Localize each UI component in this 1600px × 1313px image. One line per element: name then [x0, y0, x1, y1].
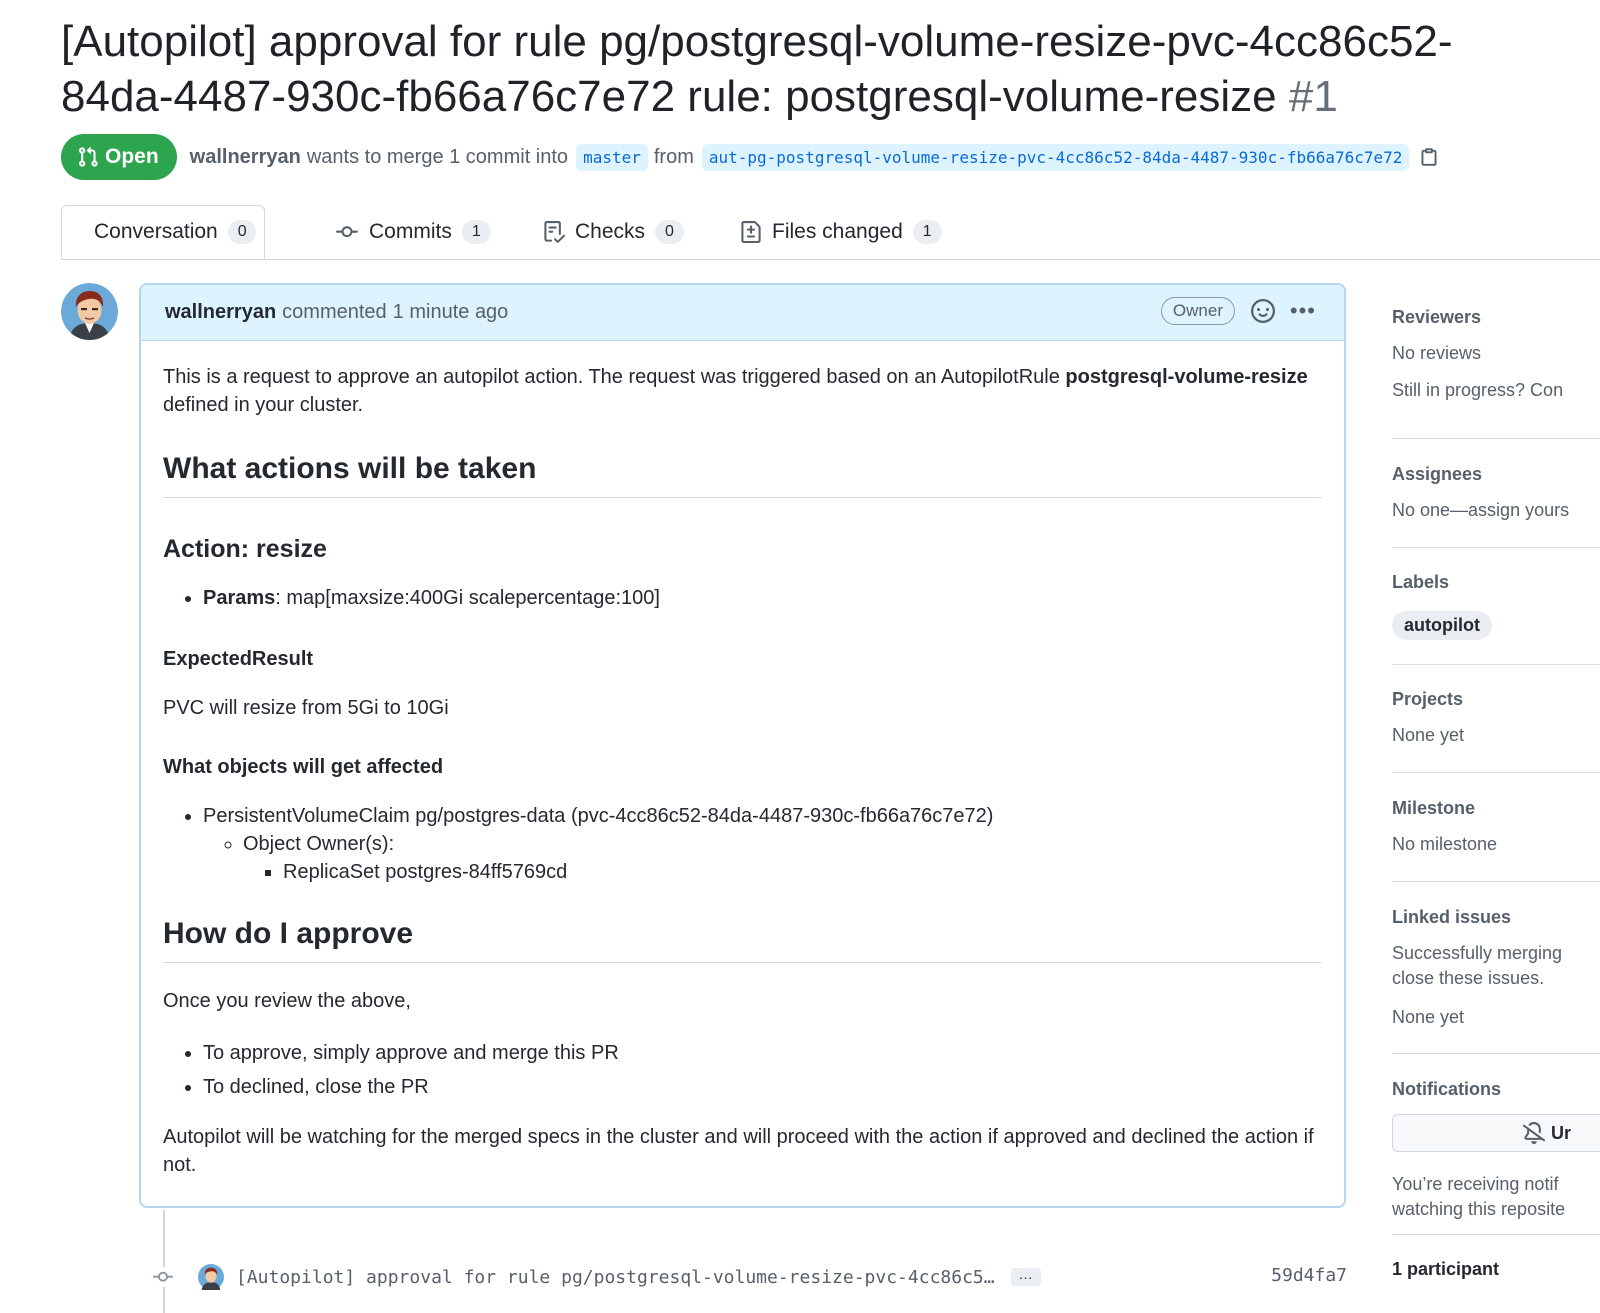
checklist-icon — [543, 220, 565, 244]
commit-message-link[interactable]: [Autopilot] approval for rule pg/postgresql-volume-resize-pvc-4cc86c5… — [236, 1266, 995, 1288]
unsubscribe-label: Ur — [1551, 1122, 1572, 1143]
tab-checks-label: Checks — [575, 220, 646, 243]
list-item — [203, 584, 1322, 612]
assignees-value[interactable]: No one—assign yours — [1392, 500, 1570, 520]
tab-conversation[interactable] — [61, 205, 265, 259]
linked-issues-section — [1392, 882, 1600, 1054]
pr-author-link[interactable]: wallnerryan — [189, 145, 301, 168]
owner-list — [203, 830, 1322, 886]
reviewers-hint[interactable]: Still in progress? Con — [1392, 380, 1564, 400]
params-label: Params — [203, 587, 276, 609]
tab-conversation-label: Conversation — [94, 220, 218, 243]
linked-issues-line1: Successfully merging — [1392, 943, 1563, 963]
git-commit-icon — [335, 221, 359, 243]
more-options-button[interactable]: ••• — [1289, 298, 1316, 323]
milestone-section — [1392, 773, 1600, 882]
tab-conversation-count: 0 — [228, 220, 256, 244]
from-text: from — [653, 145, 694, 168]
reviewers-value: No reviews — [1392, 343, 1482, 363]
owner-sublist — [243, 858, 1322, 886]
heading-expected-result: ExpectedResult — [163, 648, 314, 670]
assignees-heading[interactable]: Assignees — [1392, 464, 1483, 484]
list-item: • To declined, close the PR — [203, 1073, 1322, 1101]
intro-text-end: defined in your cluster. — [163, 394, 364, 416]
milestone-value: No milestone — [1392, 834, 1498, 854]
unsubscribe-button[interactable] — [1392, 1114, 1600, 1152]
bell-slash-icon — [1523, 1122, 1545, 1144]
labels-section — [1392, 548, 1600, 665]
approve-intro: Once you review the above, — [163, 990, 411, 1012]
comment-header — [141, 285, 1344, 341]
projects-heading[interactable]: Projects — [1392, 689, 1464, 709]
rule-name: postgresql-volume-resize — [1065, 366, 1308, 388]
notifications-line2: watching this reposite — [1392, 1199, 1566, 1219]
copy-icon[interactable] — [1419, 146, 1439, 168]
git-pull-request-icon — [77, 146, 99, 168]
owner-badge: Owner — [1161, 297, 1235, 325]
tab-files-changed[interactable] — [718, 205, 964, 259]
notifications-section — [1392, 1054, 1600, 1235]
intro-text: This is a request to approve an autopilot action. The request was triggered based on an AutopilotRule — [163, 366, 1066, 388]
state-label: Open — [105, 145, 159, 168]
file-diff-icon — [740, 220, 762, 244]
object-pvc: PersistentVolumeClaim pg/postgres-data (pvc-4cc86c52-84da-4487-930c-fb66a76c7e72) — [203, 805, 994, 827]
closing-paragraph: Autopilot will be watching for the merged specs in the cluster and will proceed with the action if approved and declined the action if not. — [163, 1126, 1314, 1176]
tab-checks[interactable] — [521, 205, 706, 259]
participants-heading: 1 participant — [1392, 1259, 1500, 1279]
linked-issues-line2: close these issues. — [1392, 968, 1545, 988]
reviewers-heading[interactable]: Reviewers — [1392, 307, 1482, 327]
pr-tabs — [61, 205, 1600, 260]
expand-commit-button[interactable]: ··· — [1011, 1268, 1041, 1286]
list-item — [203, 802, 1322, 886]
commit-avatar[interactable] — [198, 1264, 224, 1290]
tab-commits[interactable] — [313, 205, 513, 259]
assignees-section — [1392, 439, 1600, 548]
tab-files-changed-count: 1 — [913, 220, 942, 244]
label-autopilot[interactable]: autopilot — [1392, 611, 1492, 640]
projects-value: None yet — [1392, 725, 1465, 745]
tab-commits-label: Commits — [369, 220, 452, 243]
heading-action-resize: Action: resize — [163, 535, 327, 563]
approve-steps — [163, 1039, 1322, 1101]
tab-commits-count: 1 — [462, 220, 491, 244]
tab-checks-count: 0 — [655, 220, 684, 244]
expected-result-text: PVC will resize from 5Gi to 10Gi — [163, 697, 449, 719]
milestone-heading[interactable]: Milestone — [1392, 798, 1476, 818]
notifications-line1: You’re receiving notif — [1392, 1174, 1559, 1194]
intro-paragraph — [163, 363, 1322, 419]
merge-text: wants to merge 1 commit into — [306, 145, 569, 168]
reviewers-section — [1392, 283, 1600, 439]
commit-row — [150, 1262, 1350, 1292]
projects-section — [1392, 665, 1600, 773]
list-item: ▪ ReplicaSet postgres-84ff5769cd — [283, 858, 1322, 886]
pr-meta — [61, 134, 1591, 180]
params-value: : map[maxsize:400Gi scalepercentage:100] — [275, 587, 660, 609]
comment-body — [141, 363, 1344, 1179]
heading-how-approve: How do I approve — [163, 916, 1322, 963]
heading-affected-objects: What objects will get affected — [163, 756, 444, 778]
heading-actions: What actions will be taken — [163, 451, 1322, 498]
linked-issues-value: None yet — [1392, 1007, 1465, 1027]
comment-timestamp-link[interactable]: 1 minute ago — [392, 301, 509, 323]
params-list — [163, 584, 1322, 612]
smiley-icon[interactable] — [1251, 299, 1275, 329]
base-branch[interactable]: master — [576, 144, 648, 171]
commit-sha-link[interactable]: 59d4fa7 — [1271, 1265, 1347, 1286]
git-commit-icon — [150, 1267, 176, 1287]
object-owner-label: Object Owner(s): — [243, 833, 395, 855]
notifications-heading: Notifications — [1392, 1079, 1502, 1099]
list-item — [243, 830, 1322, 886]
list-item: • To approve, simply approve and merge this PR — [203, 1039, 1322, 1067]
objects-list — [163, 802, 1322, 886]
pr-title — [61, 14, 1561, 124]
avatar[interactable] — [61, 283, 118, 340]
head-branch[interactable]: aut-pg-postgresql-volume-resize-pvc-4cc86c52-84da-4487-930c-fb66a76c7e72 — [702, 144, 1410, 171]
linked-issues-heading: Linked issues — [1392, 907, 1512, 927]
pr-title-text: [Autopilot] approval for rule pg/postgresql-volume-resize-pvc-4cc86c52-84da-4487-930c-fb66a76c7e72 rule: postgresql-volume-resize — [61, 17, 1453, 121]
state-badge — [61, 134, 177, 180]
pr-number: #1 — [1288, 72, 1338, 121]
comment-author-link[interactable]: wallnerryan — [165, 301, 277, 323]
pr-description-comment — [139, 283, 1346, 1208]
labels-heading[interactable]: Labels — [1392, 572, 1450, 592]
tab-files-changed-label: Files changed — [772, 220, 903, 243]
comment-action: commented — [282, 301, 387, 323]
